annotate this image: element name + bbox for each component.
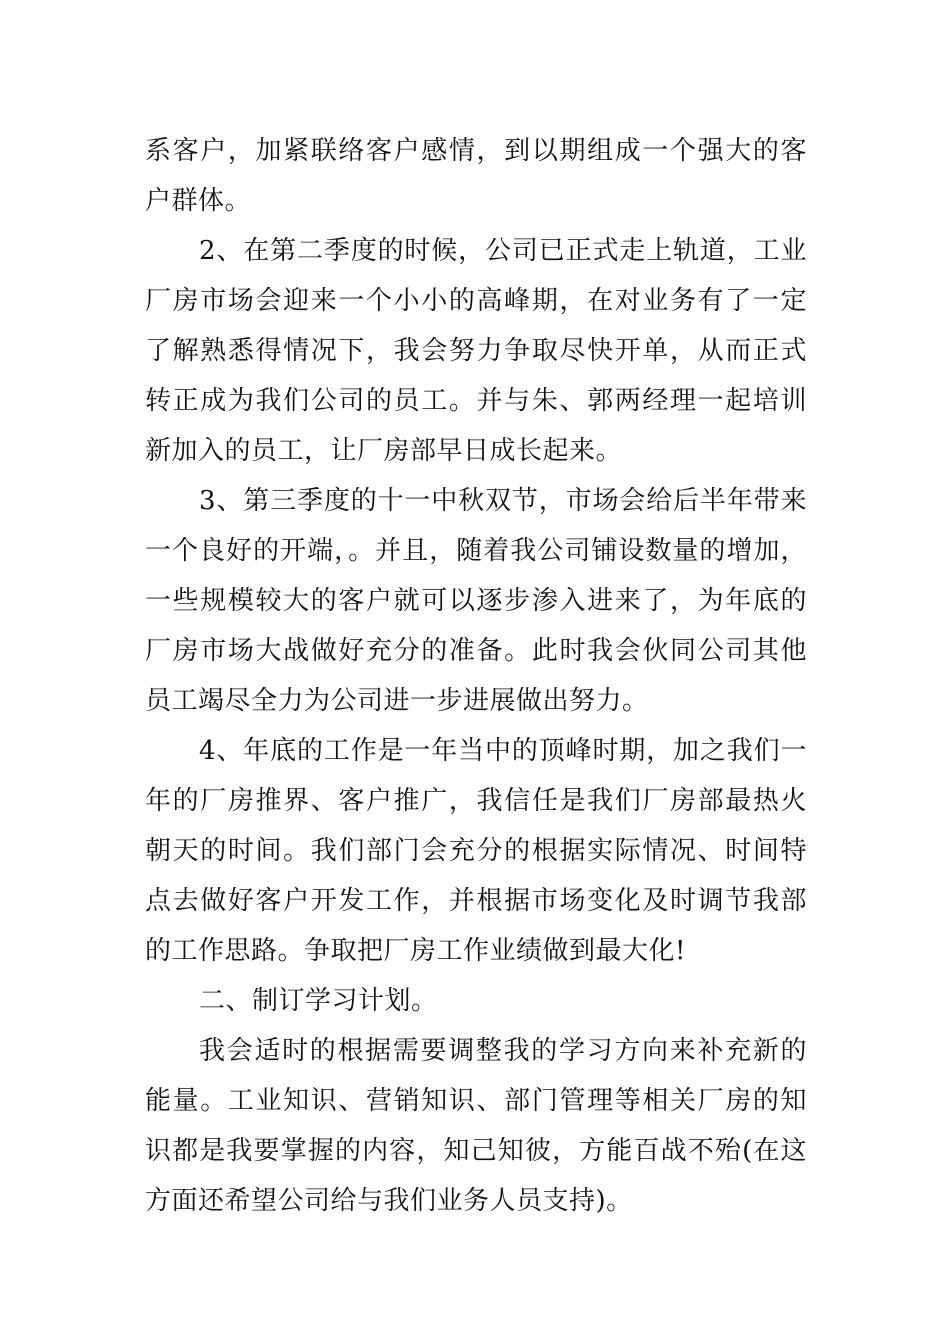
paragraph-study-plan: 我会适时的根据需要调整我的学习方向来补充新的能量。工业知识、营销知识、部门管理等相关厂房的知识都是我要掌握的内容，知己知彼，方能百战不殆(在这方面还希望公司给与我们业务人员支持)。 <box>145 1036 807 1216</box>
document-page <box>145 126 807 1226</box>
paragraph-item-2: 2、在第二季度的时候，公司已正式走上轨道，工业厂房市场会迎来一个小小的高峰期，在对业务有了一定了解熟悉得情况下，我会努力争取尽快开单，从而正式转正成为我们公司的员工。并与朱、郭两经理一起培训新加入的员工，让厂房部早日成长起来。 <box>145 236 807 466</box>
section-heading-study-plan: 二、制订学习计划。 <box>199 986 438 1016</box>
paragraph-item-4: 4、年底的工作是一年当中的顶峰时期，加之我们一年的厂房推界、客户推广，我信任是我们厂房部最热火朝天的时间。我们部门会充分的根据实际情况、时间特点去做好客户开发工作，并根据市场变化及时调节我部的工作思路。争取把厂房工作业绩做到最大化! <box>145 736 807 966</box>
paragraph-continuation: 系客户，加紧联络客户感情，到以期组成一个强大的客户群体。 <box>145 136 807 216</box>
paragraph-item-3: 3、第三季度的十一中秋双节，市场会给后半年带来一个良好的开端，。并且，随着我公司铺设数量的增加，一些规模较大的客户就可以逐步渗入进来了，为年底的厂房市场大战做好充分的准备。此时我会伙同公司其他员工竭尽全力为公司进一步进展做出努力。 <box>145 486 807 716</box>
